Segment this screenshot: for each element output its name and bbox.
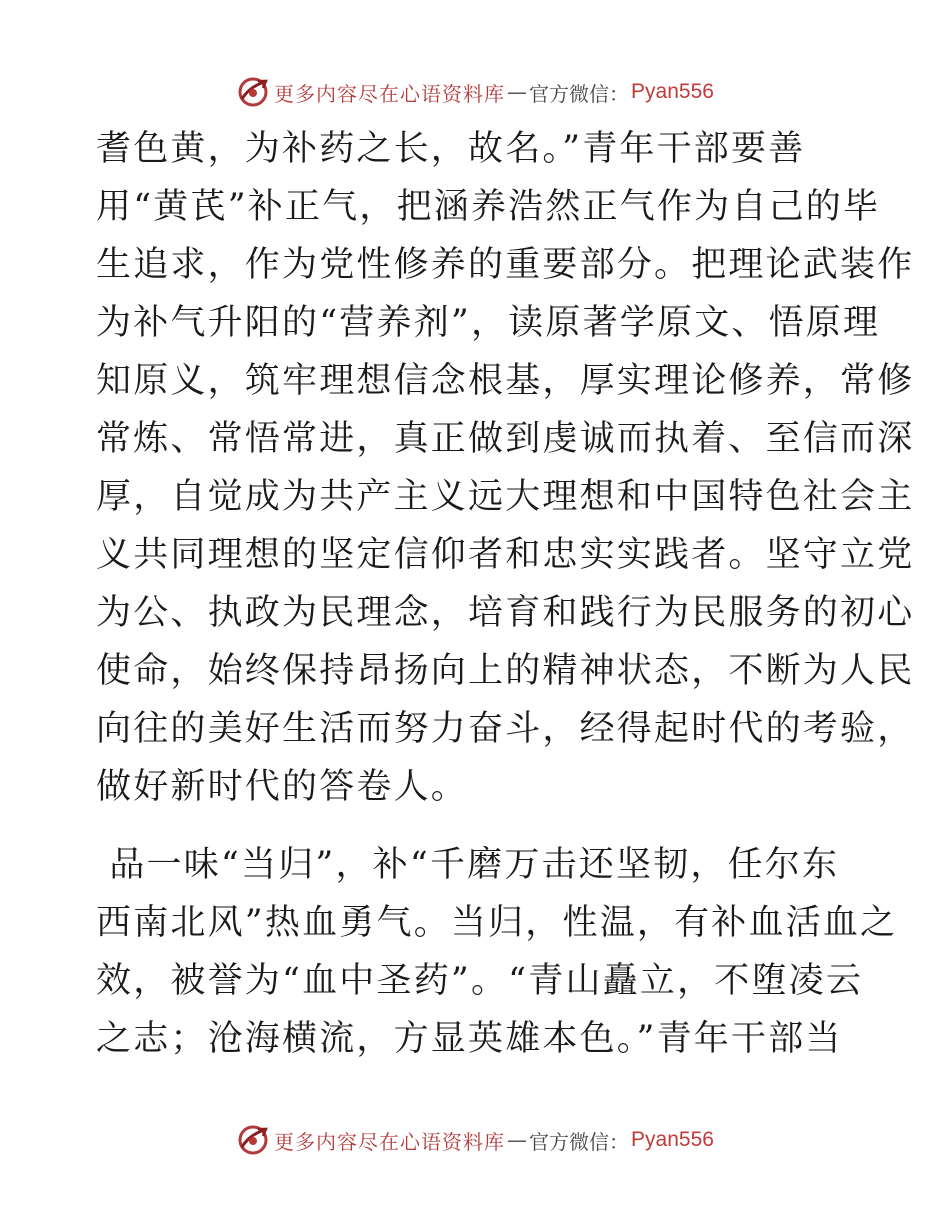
header-brand-text: 更多内容尽在心语资料库	[274, 81, 506, 106]
text-line: 使命，始终保持昂扬向上的精神状态，不断为人民	[96, 651, 915, 691]
header-wechat-id: Pyan556	[631, 80, 714, 103]
text-line: 常炼、常悟常进，真正做到虔诚而执着、至信而深	[96, 419, 915, 459]
paragraph-gap	[96, 816, 850, 836]
text-line: 西南北风”热血勇气。当归，性温，有补血活血之	[96, 903, 898, 943]
header-wechat-label: 官方微信：	[529, 81, 630, 106]
brand-logo-icon	[236, 1123, 270, 1157]
footer-wechat-label: 官方微信：	[529, 1129, 630, 1154]
text-line: 生追求，作为党性修养的重要部分。把理论武装作	[96, 245, 915, 285]
text-line: 品一味“当归”，补“千磨万击还坚韧，任尔东	[96, 845, 840, 885]
brand-logo-icon	[236, 75, 270, 109]
footer-wechat-id: Pyan556	[631, 1128, 714, 1151]
document-body	[96, 120, 915, 1068]
header-separator: —	[507, 80, 528, 104]
header-banner	[0, 72, 950, 112]
text-line: 之志；沧海横流，方显英雄本色。”青年干部当	[96, 1019, 843, 1059]
footer-brand-text: 更多内容尽在心语资料库	[274, 1129, 506, 1154]
text-line: 为补气升阳的“营养剂”，读原著学原文、悟原理	[96, 303, 881, 343]
text-line: 效，被誉为“血中圣药”。“青山矗立，不堕凌云	[96, 961, 864, 1001]
text-line: 义共同理想的坚定信仰者和忠实实践者。坚守立党	[96, 535, 915, 575]
text-line: 向往的美好生活而努力奋斗，经得起时代的考验，	[96, 709, 915, 749]
footer-banner	[0, 1120, 950, 1160]
text-line: 耆色黄，为补药之长，故名。”青年干部要善	[96, 129, 806, 169]
paragraph-2	[96, 836, 898, 1068]
text-line: 做好新时代的答卷人。	[96, 767, 469, 807]
paragraph-1	[96, 120, 915, 816]
footer-separator: —	[507, 1128, 528, 1152]
text-line: 为公、执政为民理念，培育和践行为民服务的初心	[96, 593, 915, 633]
text-line: 知原义，筑牢理想信念根基，厚实理论修养，常修	[96, 361, 915, 401]
text-line: 厚，自觉成为共产主义远大理想和中国特色社会主	[96, 477, 915, 517]
text-line: 用“黄芪”补正气，把涵养浩然正气作为自己的毕	[96, 187, 881, 227]
